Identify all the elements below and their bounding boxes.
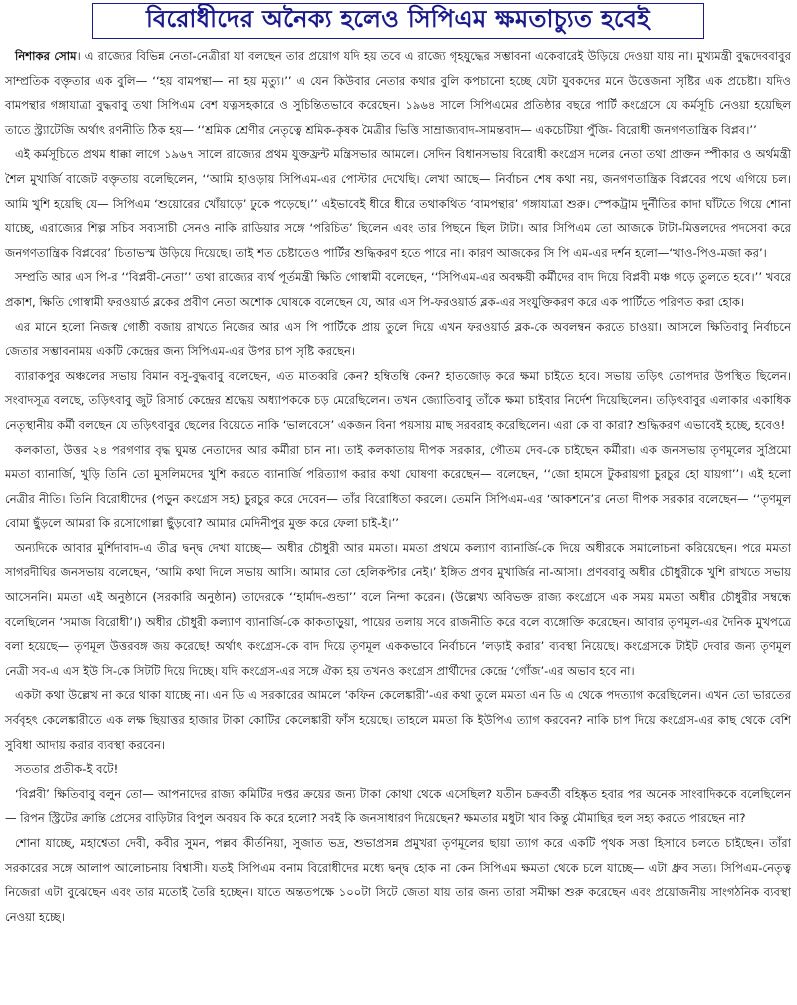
- article-paragraph-6: কলকাতা, উত্তর ২৪ পরগণার বৃদ্ধ ঘুমন্ত নেতাদের আর কর্মীরা চান না। তাই কলকাতায় দীপক সরকার, গৌতম দেব-কে চাইছেন কর্মীরা। এক জনসভায় তৃণমূলের সুপ্রিমো মমতা ব্যানার্জি, খুড়ি তিনি তো মুসলিমদের খুশি করতে ব্যানার্জি পরিত্যাগ করার কথা ঘোষণা করেছেন— বলেছেন, ‘‘জো হামসে টুকরায়গা চুরচুর হো যায়গা’’। এই হলো নেত্রীর নীতি। তিনি বিরোধীদের (পড়ুন কংগ্রেস সহ) চুরচুর করে দেবেন— তাঁর বিরোধিতা করলে। তেমনি সিপিএম-এর ‘আকশনে’র নেতা দীপক সরকার বলেছেন— ‘‘তৃণমূল বোমা ছুঁড়লে আমরা কি রসোগোল্লা ছুঁড়বো? আমার মেদিনীপুর মুক্ত করে ফেলা চাই-ই।’’: [5, 442, 791, 531]
- headline: বিরোধীদের অনৈক্য হলেও সিপিএম ক্ষমতাচ্যুত হবেই: [146, 4, 650, 33]
- article-paragraph-10: শোনা যাচ্ছে, মহাশ্বেতা দেবী, কবীর সুমন, পল্লব কীর্তনিয়া, সুজাত ভদ্র, শুভাপ্রসন্ন প্রমুখরা তৃণমূলের ছায়া ত্যাগ করে একটি পৃথক সত্তা হিসাবে চলতে চাইছেন। তাঁরা সরকারের সঙ্গে আলাপ আলোচনায় বিশ্বাসী। যতই সিপিএম বনাম বিরোধীদের মধ্যে দ্বন্দ্ব হোক না কেন সিপিএম ক্ষমতা থেকে চলে যাচ্ছে— এটা ধ্রুব সত্য। সিপিএম-নেতৃত্ব নিজেরা এটা বুঝেছেন এবং তার মতোই তৈরি হচ্ছেন। যাতে অন্ততপক্ষে ১০০টা সিটে জেতা যায় তার জন্য তারা সমীক্ষা শুরু করেছেন এবং প্রয়োজনীয় সাংগঠনিক ব্যবস্থা নেওয়া হচ্ছে।: [5, 836, 791, 924]
- article-paragraph-4: এর মানে হলো নিজস্ব গোষ্ঠী বজায় রাখতে নিজের আর এস পি পার্টিকে প্রায় তুলে দিয়ে এখন ফরওয়ার্ড ব্লক-কে অবলম্বন করতে চাওয়া। আসলে ক্ষিতিবাবু নির্বাচনে জেতার সম্ভাবনাময় একটি কেন্দ্রের জন্য সিপিএম-এর উপর চাপ সৃষ্টি করছেন।: [5, 319, 791, 359]
- article-paragraph-7: অন্যদিকে আবার মুর্শিদাবাদ-এ তীব্র দ্বন্দ্ব দেখা যাচ্ছে— অধীর চৌধুরী আর মমতা। মমতা প্রথমে কল্যাণ ব্যানার্জি-কে দিয়ে অধীরকে সমালোচনা করিয়েছেন। পরে মমতা সাগরদীঘির জনসভায় বলেছেন, ‘আমি কথা দিলে সভায় আসি। আমার তো হেলিকপ্টার নেই।’ ইঙ্গিত প্রণব মুখার্জির না-আসা। প্রণববাবু অধীর চৌধুরীকে খুশি রাখতে সভায় আসেননি। মমতা এই অনুষ্ঠানে (সরকারি অনুষ্ঠান) তাদেরকে ‘‘হার্মাদ-গুন্ডা’’ বলে নিন্দা করেন। (উল্লেখ্য অবিভক্ত রাজ্য কংগ্রেসে এক সময় মমতা অধীর চৌধুরীর সম্বন্ধে বলেছিলেন ‘সমাজ বিরোধী’।) অধীর চৌধুরী কল্যাণ ব্যানার্জি-কে কাকতাড়ুয়া, পায়ের তলায় সবে রাজনীতি করে বলে ব্যঙ্গোক্তি করেছেন। আবার তৃণমূল-এর দৈনিক মুখপত্রে বলা হয়েছে— তৃণমূল উত্তরবঙ্গ জয় করেছে! অর্থাৎ কংগ্রেস-কে বাদ দিয়ে তৃণমূল এককভাবে নির্বাচনে ‘লড়াই করার’ ব্যবস্থা নিয়েছে। কংগ্রেসকে টাইট দেবার জন্য তৃণমূল নেত্রী সব-এ এস ইউ সি-কে সিটটি দিয়ে দিচ্ছে। যদি কংগ্রেস-এর সঙ্গে ঐক্য হয় তখনও কংগ্রেস প্রার্থীদের কেন্দ্রে ‘গোঁজ’-এর অভাব হবে না।: [5, 540, 791, 678]
- article-body: [5, 44, 791, 929]
- article-paragraph-8: একটা কথা উল্লেখ না করে থাকা যাচ্ছে না। এন ডি এ সরকারের আমলে ‘কফিন কেলেঙ্কারী’-এর কথা তুলে মমতা এন ডি এ থেকে পদত্যাগ করেছিলেন। এখন তো ভারতের সর্ববৃহৎ কেলেঙ্কারীতে এক লক্ষ ছিয়াত্তর হাজার টাকা কোটির কেলেঙ্কারী ফাঁস হয়েছে। তাহলে মমতা কি ইউপিএ ত্যাগ করবেন? নাকি চাপ দিয়ে কংগ্রেস-এর কাছ থেকে বেশি সুবিধা আদায় করার ব্যবস্থা করবেন।: [5, 688, 791, 752]
- article-paragraph-5: ব্যারাকপুর অঞ্চলের সভায় বিমান বসু-বুদ্ধবাবু বলেছেন, এত মাতব্বরি কেন? হম্বিতম্বি কেন? হাতজোড় করে ক্ষমা চাইতে হবে। সভায় তড়িৎ তোপদার উপস্থিত ছিলেন। সংবাদসূত্র বলছে, তড়িৎবাবু জুট রিসার্চ কেন্দ্রের শ্রদ্ধেয় অধ্যাপককে চড় মেরেছিলেন। তখন জ্যোতিবাবু তাঁকে ক্ষমা চাইবার নির্দেশ দিয়েছিলেন। তড়িৎবাবুর এলাকার একাধিক নেতৃস্থানীয় কর্মী বলছেন যে তড়িৎবাবুর ছেলের বিয়েতে নাকি ‘ভালবেসে’ একজন বিনা পয়সায় মাছ সরবরাহ করেছিলেন। এরা কে বা কারা? শুদ্ধিকরণ এভাবেই হচ্ছে, হবেও!: [5, 368, 791, 432]
- article-paragraph-9: ‘বিপ্লবী’ ক্ষিতিবাবু বলুন তো— আপনাদের রাজ্য কমিটির দপ্তর ক্রয়ের জন্য টাকা কোথা থেকে এসেছিল? যতীন চক্রবর্তী বহিষ্কৃত হবার পর অনেক সাংবাদিককে বলেছিলেন— রিপন স্ট্রিটের ক্রান্তি প্রেসের বাড়িটার বিপুল অবয়ব কি করে হলো? সবই কি জনসাধারণ দিয়েছেন? ক্ষমতার মধুটা খাব কিন্তু মৌমাছির হুল সহ্য করতে পারছেন না?: [5, 786, 791, 826]
- article-paragraph-1: [5, 44, 791, 142]
- article-paragraph-2: এই কর্মসূচিতে প্রথম ধাক্কা লাগে ১৯৬৭ সালে রাজ্যের প্রথম যুক্তফ্রন্ট মন্ত্রিসভার আমলে। সেদিন বিধানসভায় বিরোধী কংগ্রেস দলের নেতা তথা প্রাক্তন স্পীকার ও অর্থমন্ত্রী শৈল মুখার্জি বাজেট বক্তৃতায় বলেছিলেন, ‘‘আমি হাওড়ায় সিপিএম-এর পোস্টার দেখেছি। লেখা আছে— নির্বাচন শেষ কথা নয়, জনগণতান্ত্রিক বিপ্লবের পথে এগিয়ে চল। আমি খুশি হয়েছি যে— সিপিএম ‘শুয়োরের খোঁয়াড়ে’ ঢুকে পড়েছে।’’ এইভাবেই ধীরে ধীরে তথাকথিত ‘বামপন্থার’ গঙ্গাযাত্রা শুরু। স্পেকট্রাম দুর্নীতির কাদা ঘাঁটতে গিয়ে শোনা যাচ্ছে, এরাজ্যের শিল্প সচিব সব্যসাচী সেনও নাকি রাডিয়ার সঙ্গে ‘পরিচিত’ ছিলেন এবং তার পিছনে ছিল টাটা। আর সিপিএম তো আজকে টাটা-মিত্তলদের পদসেবা করে জনগণতান্ত্রিক বিপ্লবের’ চিতাভস্ম উড়িয়ে দিয়েছে। তাই শত চেষ্টাতেও পার্টির শুদ্ধিকরণ হতে পারে না। কারণ আজকের সি পি এম-এর দর্শন হলো—‘খাও-পিও-মজা কর’।: [5, 147, 791, 260]
- article-subheading: সততার প্রতীক-ই বটে!: [15, 762, 119, 777]
- article-paragraph-3: সম্প্রতি আর এস পি-র ‘‘বিপ্লবী-নেতা’’ তথা রাজ্যের ব্যর্থ পূর্তমন্ত্রী ক্ষিতি গোস্বামী বলেছেন, ‘‘সিপিএম-এর অবক্ষয়ী কর্মীদের বাদ দিয়ে বিপ্লবী মঞ্চ গড়ে তুলতে হবে।’’ খবরে প্রকাশ, ক্ষিতি গোস্বামী ফরওয়ার্ড ব্লকের প্রবীণ নেতা অশোক ঘোষকে বলেছেন যে, আর এস পি-ফরওয়ার্ড ব্লক-এর সংযুক্তিকরণ করে এক পার্টিতে পরিণত করা হোক।: [5, 270, 791, 309]
- headline-box: [92, 3, 704, 39]
- paragraph-1-text: । এ রাজ্যের বিভিন্ন নেতা-নেত্রীরা যা বলছেন তার প্রয়োগ যদি হয় তবে এ রাজ্যে গৃহযুদ্ধের সম্ভাবনা একেবারেই উড়িয়ে দেওয়া যায় না। মুখ্যমন্ত্রী বুদ্ধদেববাবুর সাম্প্রতিক বক্তৃতার এক বুলি— ‘‘হয় বামপন্থা— না হয় মৃত্যু।’’ এ যেন কিউবার নেতার কথার বুলি কপচানো হচ্ছে যেটা যুবকদের মনে উত্তেজনা সৃষ্টির এক প্রচেষ্টা। যদিও বামপন্থার গঙ্গাযাত্রা বুদ্ধবাবু তথা সিপিএম বেশ যত্নসহকারে ও সুচিন্তিতভাবে করেছেন। ১৯৬৪ সালে সিপিএমের প্রতিষ্ঠার বছরে পার্টি কংগ্রেসে যে কর্মসূচি নেওয়া হয়েছিল তাতে স্ট্র্যাটেজি অর্থাৎ রণনীতি ঠিক হয়— ‘‘শ্রমিক শ্রেণীর নেতৃত্বে শ্রমিক-কৃষক মৈত্রীর ভিত্তি সাম্রাজ্যবাদ-সামন্তবাদ— একচেটিয়া পুঁজি- বিরোধী জনগণতান্ত্রিক বিপ্লব।’’: [5, 49, 791, 137]
- byline: নিশাকর সোম: [15, 49, 77, 63]
